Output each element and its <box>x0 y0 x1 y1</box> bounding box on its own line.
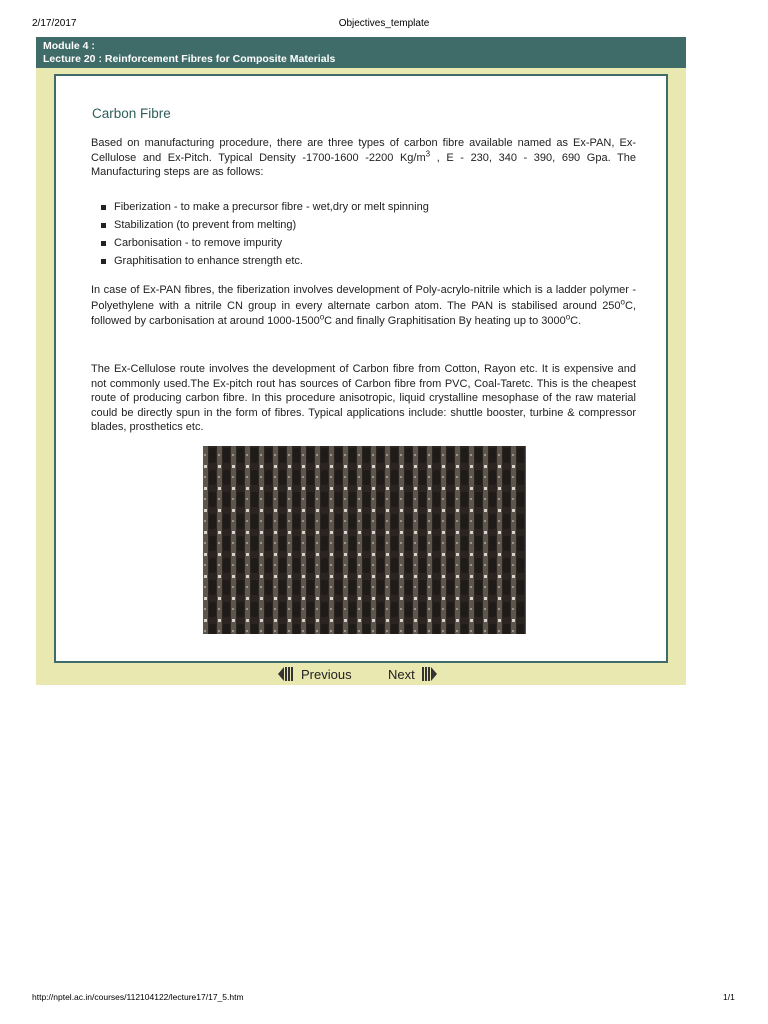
previous-label: Previous <box>301 666 352 682</box>
next-button[interactable] <box>388 664 437 684</box>
cellulose-paragraph: The Ex-Cellulose route involves the development of Carbon fibre from Cotton, Rayon etc. It is expensive and not commonly used.The Ex-pitch rout has sources of Carbon fibre from PVC, Coal-Taretc. This is the cheapest route of producing carbon fibre. In this procedure anisotropic, liquid crystalline mesophase of the raw material could be directly spun in the form of fibres. Typical applications include: shuttle booster, turbine & compressor blades, prosthetics etc. <box>91 363 636 434</box>
list-item <box>114 254 634 272</box>
print-page-title: Objectives_template <box>338 18 430 29</box>
manufacturing-steps-list <box>114 200 634 272</box>
bullet-icon <box>101 223 106 228</box>
intro-superscript: 3 <box>425 148 431 158</box>
list-item <box>114 218 634 236</box>
module-label: Module 4 : <box>43 40 95 52</box>
bullet-icon <box>101 259 106 264</box>
print-header <box>0 0 768 34</box>
list-item <box>114 236 634 254</box>
bullet-icon <box>101 241 106 246</box>
next-arrow-icon <box>419 666 437 682</box>
pan-paragraph <box>91 283 636 330</box>
list-item <box>114 200 634 218</box>
bullet-icon <box>101 205 106 210</box>
intro-text-end: , E - 230, 340 - 390, 690 Gpa. The Manufacturing steps are as follows: <box>91 151 636 179</box>
degree-superscript: o <box>319 312 325 322</box>
previous-button[interactable] <box>278 664 352 684</box>
list-item-text: Stabilization (to prevent from melting) <box>114 219 297 231</box>
fabric-weave-graphic <box>203 446 526 634</box>
pan-text-1: In case of Ex-PAN fibres, the fiberization involves development of Poly-acrylo-nitrile which is a ladder polymer - Polyethylene with a nitrile CN group in every alternate carbon atom. The PAN is stabilised around 250 <box>91 284 636 312</box>
print-date: 2/17/2017 <box>32 18 77 29</box>
pan-text-2: C, followed by carbonisation at around 1000-1500 <box>91 299 636 328</box>
list-item-text: Fiberization - to make a precursor fibre - wet,dry or melt spinning <box>114 201 429 213</box>
print-page-number: 1/1 <box>723 992 735 1002</box>
content-panel <box>54 74 668 663</box>
pan-text-3: C and finally Graphitisation By heating up to 3000 <box>324 315 566 328</box>
carbon-fibre-fabric-image <box>203 446 526 634</box>
degree-superscript: o <box>620 296 625 306</box>
list-item-text: Carbonisation - to remove impurity <box>114 237 283 249</box>
next-label: Next <box>388 666 415 682</box>
previous-arrow-icon <box>278 666 296 682</box>
pan-text-4: C. <box>570 315 582 328</box>
module-banner <box>36 37 686 68</box>
lecture-title: Lecture 20 : Reinforcement Fibres for Composite Materials <box>43 53 336 65</box>
section-title: Carbon Fibre <box>92 106 171 121</box>
print-footer-url: http://nptel.ac.in/courses/112104122/lecture17/17_5.htm <box>32 992 244 1002</box>
intro-paragraph <box>91 136 636 180</box>
list-item-text: Graphitisation to enhance strength etc. <box>114 255 303 267</box>
degree-superscript: o <box>565 312 571 322</box>
intro-text: Based on manufacturing procedure, there are three types of carbon fibre available named as Ex-PAN, Ex-Cellulose and Ex-Pitch. Typical Density -1700-1600 -2200 Kg/m <box>91 137 636 164</box>
